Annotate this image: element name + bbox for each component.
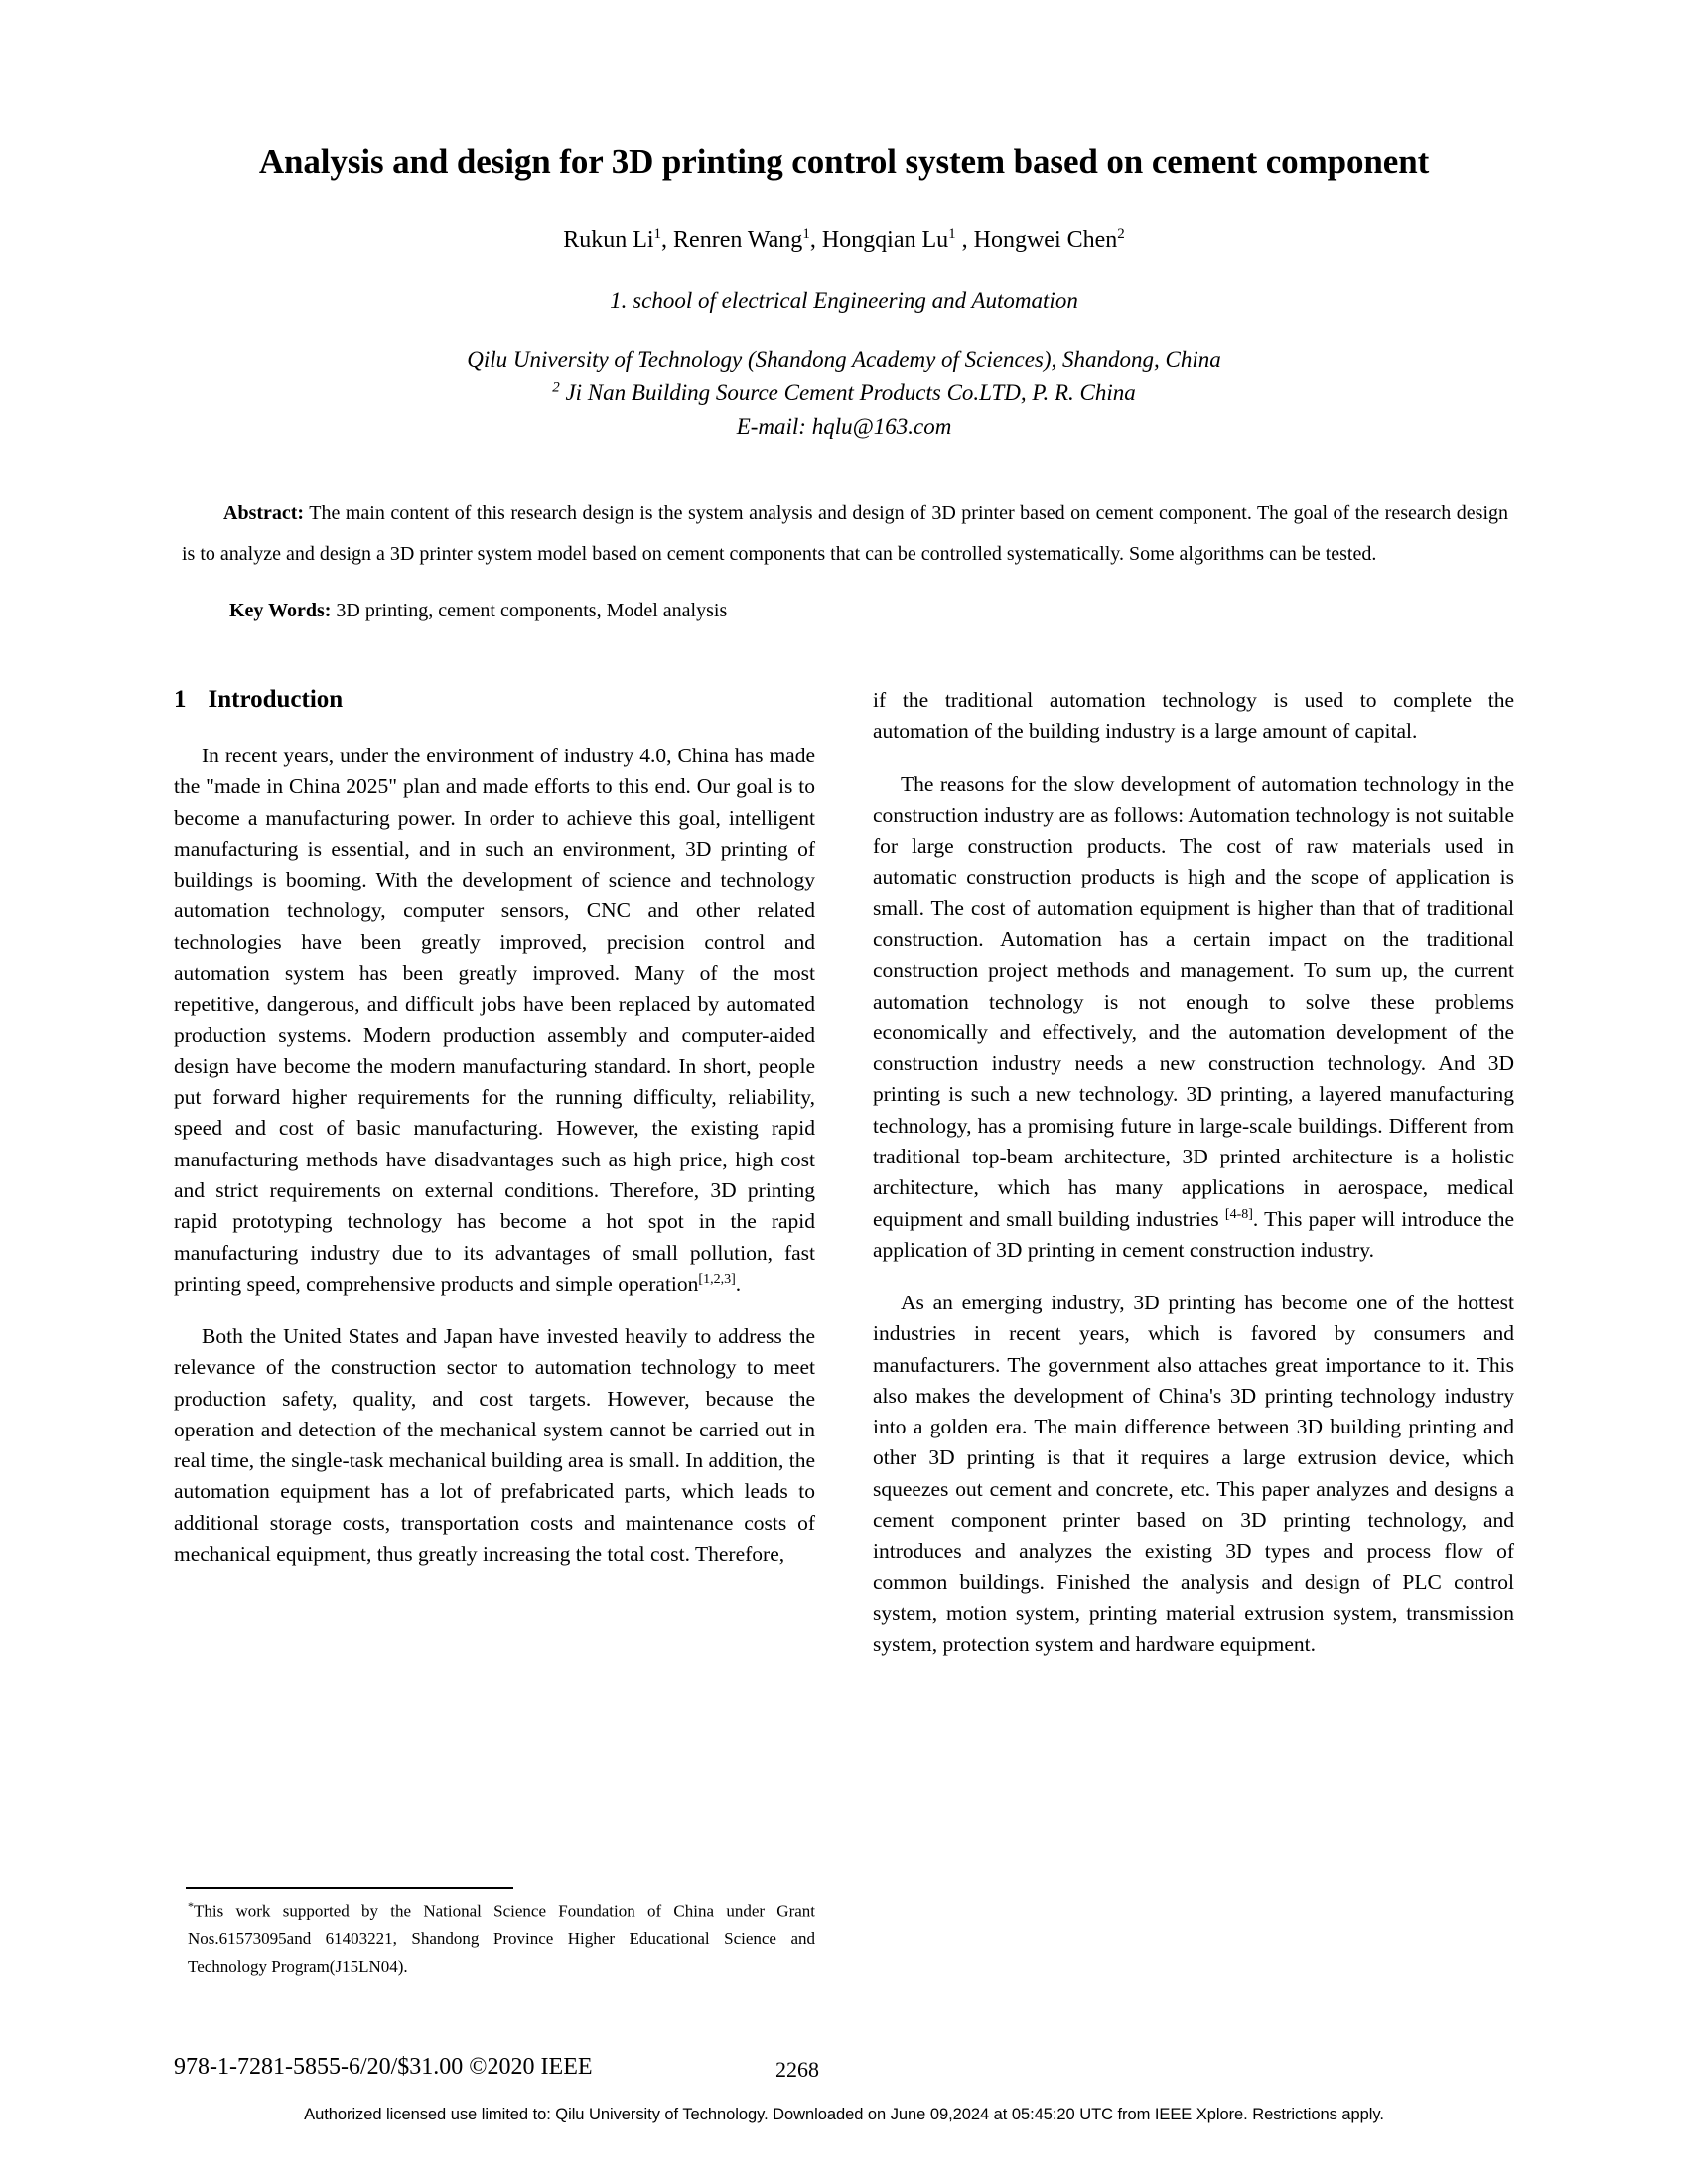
left-column: [174, 685, 815, 1682]
section-title: Introduction: [208, 686, 344, 713]
author-name-1: Rukun Li: [563, 226, 654, 253]
page-number: 2268: [775, 2057, 819, 2082]
footnote-divider: [186, 1887, 513, 1889]
keywords-paragraph: [174, 575, 1514, 630]
footnote-block: [174, 1887, 815, 1979]
right-column: [873, 685, 1514, 1682]
author-list: Rukun Li$^1$, Renren Wang$^1$, Hongqian Lu$^1$ , Hongwei Chen$^2$: [563, 225, 1125, 253]
affiliation-3-text: Ji Nan Building Source Cement Products Co.LTD, P. R. China: [565, 380, 1136, 406]
section-number: 1: [174, 686, 187, 713]
paper-sheet: [174, 0, 1514, 2184]
paragraph-left-2: Both the United States and Japan have invested heavily to address the relevance of the construction sector to automation technology to meet production safety, quality, and cost targets. However, because the operation and detection of the mechanical system cannot be carried out in real time, the single-task mechanical building area is small. In addition, the automation equipment has a lot of prefabricated parts, which leads to additional storage costs, transportation costs and maintenance costs of mechanical equipment, thus greatly increasing the total cost. Therefore,: [174, 1324, 815, 1567]
paragraph-right-1: if the traditional automation technology is used to complete the automation of the building industry is a large amount of capital.: [873, 688, 1514, 744]
citation-ref-2: [4-8]: [1224, 1206, 1253, 1222]
isbn-text: 978-1-7281-5855-6/20/$31.00 ©2020 IEEE: [174, 2054, 593, 2080]
paragraph-left-1: [174, 741, 815, 1321]
affiliation-1: 1. school of electrical Engineering and Automation: [610, 288, 1078, 314]
abstract-label: Abstract:: [223, 501, 305, 524]
affiliation-3: [174, 376, 1514, 410]
affiliation-email: E-mail: hqlu@163.com: [736, 414, 952, 440]
keywords-text: 3D printing, cement components, Model analysis: [336, 599, 728, 621]
affiliation-3-mark: 2: [552, 379, 560, 396]
author-affil-mark-2: 1: [802, 225, 810, 242]
section-heading-introduction: [174, 685, 815, 741]
paragraph-right-2-tail: . This paper will introduce the application of 3D printing in cement construction industry.: [873, 1206, 1515, 1262]
author-affil-mark-3: 1: [948, 225, 956, 242]
paragraph-right-3: As an emerging industry, 3D printing has become one of the hottest industries in recent years, which is favored by consumers and manufacturers. The government also attaches great importance to it. This also makes the development of China's 3D printing technology industry into a golden era. The main difference between 3D building printing and other 3D printing is that it requires a large extrusion device, which squeezes out cement and concrete, etc. This paper analyzes and designs a cement component printer based on 3D printing technology, and introduces and analyzes the existing 3D types and process flow of common buildings. Finished the analysis and design of PLC control system, motion system, printing material extrusion system, transmission system, protection system and hardware equipment.: [873, 1291, 1514, 1657]
author-name-4: Hongwei Chen: [973, 226, 1118, 253]
paragraph-left-1-tail: .: [735, 1271, 742, 1296]
paragraph-right-2-text: The reasons for the slow development of automation technology in the construction industry are as follows: Automation technology is not suitable for large construction products. The cost of raw materials used in automatic construction products is high and the scope of application is small. The cost of automation equipment is higher than that of traditional construction. Automation has a certain impact on the traditional construction project methods and management. To sum up, the current automation technology is not enough to solve these problems economically and effectively, and the automation development of the construction industry needs a new construction technology. And 3D printing is such a new technology. 3D printing, a layered manufacturing technology, has a promising future in large-scale buildings. Different from traditional top-beam architecture, 3D printed architecture is a holistic architecture, which has many applications in aerospace, medical equipment and small building industries: [873, 771, 1514, 1231]
license-notice: Authorized licensed use limited to: Qilu University of Technology. Downloaded on June 09,2024 at 05:45:20 UTC from IEEE Xplore. Restrictions apply.: [304, 2106, 1384, 2123]
paragraph-right-2: [873, 769, 1514, 1289]
paragraph-left-1-text: In recent years, under the environment of industry 4.0, China has made the "made in China 2025" plan and made efforts to this end. Our goal is to become a manufacturing power. In order to achieve this goal, intelligent manufacturing is essential, and in such an environment, 3D printing of buildings is booming. With the development of science and technology automation technology, computer sensors, CNC and other related technologies have been greatly improved, precision control and automation system has been greatly improved. Many of the most repetitive, dangerous, and difficult jobs have been replaced by automated production systems. Modern production assembly and computer-aided design have become the modern manufacturing standard. In short, people put forward higher requirements for the running difficulty, reliability, speed and cost of basic manufacturing. However, the existing rapid manufacturing methods have disadvantages such as high price, high cost and strict requirements on external conditions. Therefore, 3D printing rapid prototyping technology has become a hot spot in the rapid manufacturing industry due to its advantages of small pollution, fast printing speed, comprehensive products and simple operation: [174, 744, 815, 1296]
keywords-label: Key Words:: [229, 599, 332, 621]
page-title: Analysis and design for 3D printing control system based on cement component: [258, 142, 1430, 181]
footnote-body: This work supported by the National Science Foundation of China under Grant Nos.61573095and 61403221, Shandong Province Higher Educational Science and Technology Program(J15LN04).: [188, 1901, 815, 1976]
abstract-paragraph: [174, 444, 1514, 575]
citation-ref-1: [1,2,3]: [698, 1271, 736, 1287]
footnote-text: [174, 1897, 815, 1979]
author-affil-mark-4: 2: [1117, 225, 1125, 242]
footnote-marker: *: [188, 1899, 194, 1913]
author-affil-mark-1: 1: [653, 225, 662, 242]
abstract-text: The main content of this research design is the system analysis and design of 3D printer based on cement component. The goal of the research design is to analyze and design a 3D printer system model based on cement components that can be controlled systematically. Some algorithms can be tested.: [182, 501, 1508, 565]
author-name-3: Hongqian Lu: [821, 226, 949, 253]
body-columns: [174, 685, 1514, 1682]
author-name-2: Renren Wang: [673, 226, 803, 253]
affiliation-2: Qilu University of Technology (Shandong Academy of Sciences), Shandong, China: [467, 346, 1221, 372]
